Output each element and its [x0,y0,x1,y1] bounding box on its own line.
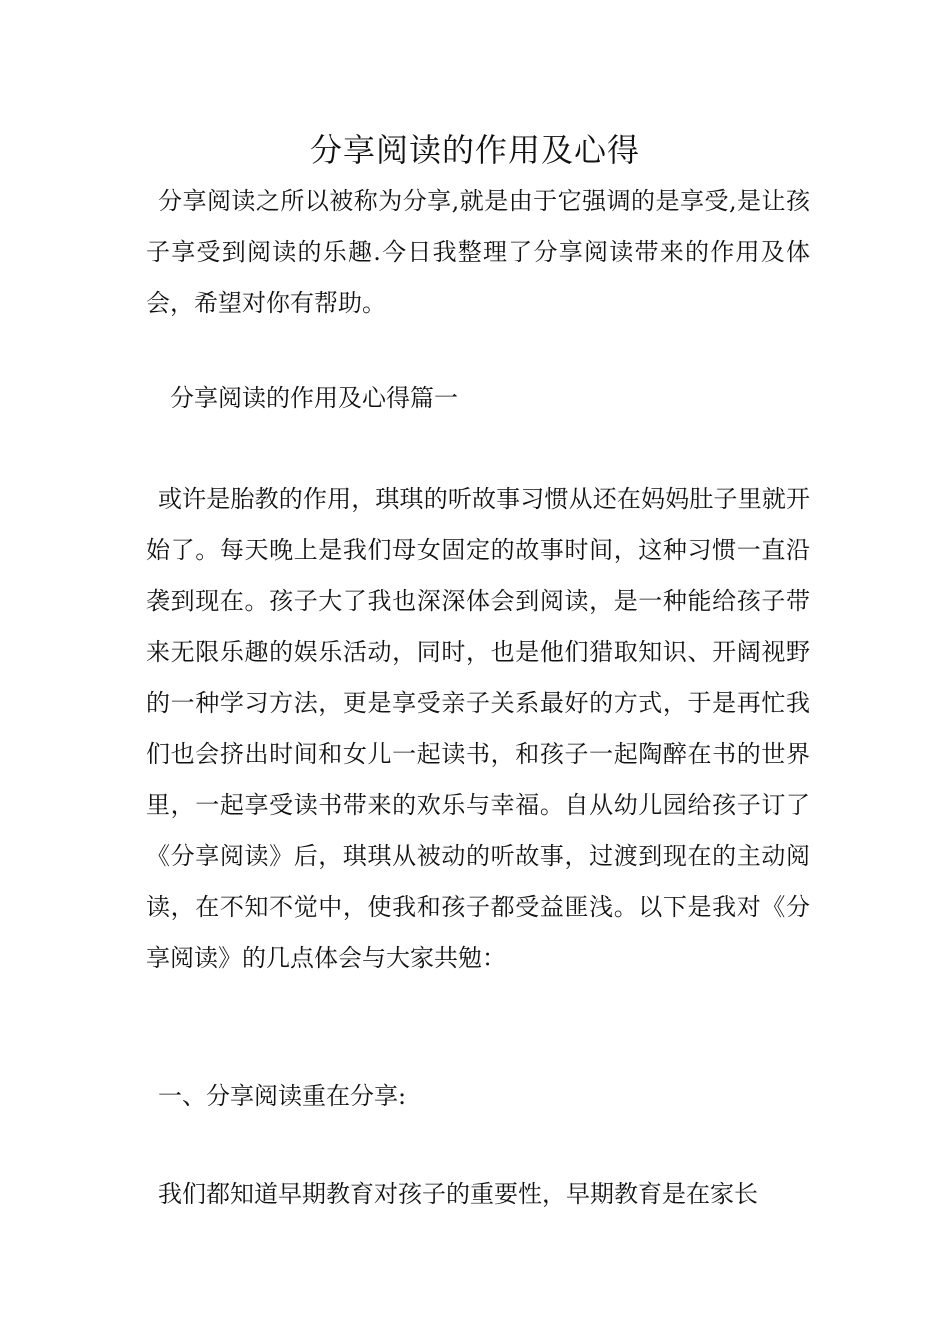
body-paragraph: 或许是胎教的作用，琪琪的听故事习惯从还在妈妈肚子里就开始了。每天晚上是我们母女固定的故事时间，这种习惯一直沿袭到现在。孩子大了我也深深体会到阅读，是一种能给孩子带来无限乐趣的娱乐活动，同时，也是他们猎取知识、开阔视野的一种学习方法，更是享受亲子关系最好的方式，于是再忙我们也会挤出时间和女儿一起读书，和孩子一起陶醉在书的世界里，一起享受读书带来的欢乐与幸福。自从幼儿园给孩子订了《分享阅读》后，琪琪从被动的听故事，过渡到现在的主动阅读，在不知不觉中，使我和孩子都受益匪浅。以下是我对《分享阅读》的几点体会与大家共勉： [146,485,810,972]
intro-paragraph: 分享阅读之所以被称为分享,就是由于它强调的是享受,是让孩子享受到阅读的乐趣.今日我整理了分享阅读带来的作用及体会，希望对你有帮助。 [146,187,810,317]
section-heading: 分享阅读的作用及心得篇一 [170,384,458,412]
body-paragraph-continued: 我们都知道早期教育对孩子的重要性，早期教育是在家长 [158,1180,758,1208]
subsection-heading: 一、分享阅读重在分享: [158,1082,407,1110]
document-title: 分享阅读的作用及心得 [309,131,640,169]
